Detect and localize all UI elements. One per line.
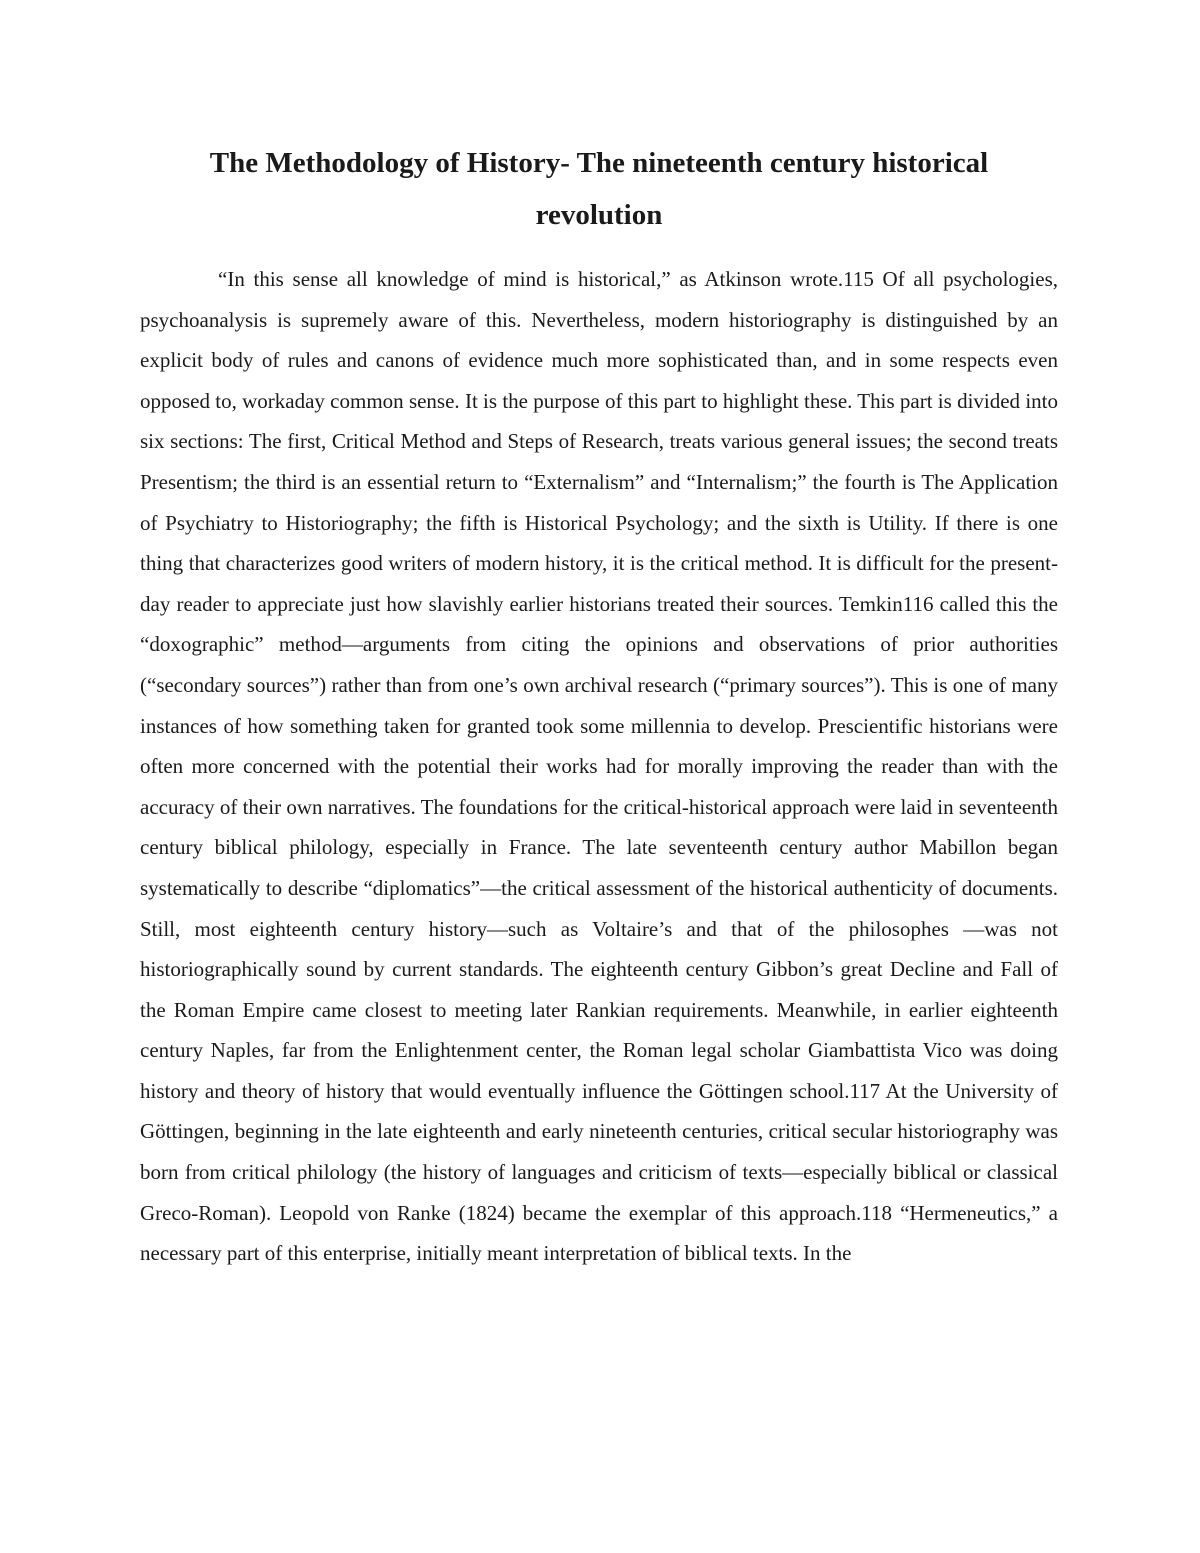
body-paragraph: “In this sense all knowledge of mind is historical,” as Atkinson wrote.115 Of all psychologies, psychoanalysis is supremely aware of this. Nevertheless, modern historiography is distinguished by an explicit body of rules and canons of evidence much more sophisticated than, and in some respects even opposed to, workaday common sense. It is the purpose of this part to highlight these. This part is divided into six sections: The first, Critical Method and Steps of Research, treats various general issues; the second treats Presentism; the third is an essential return to “Externalism” and “Internalism;” the fourth is The Application of Psychiatry to Historiography; the fifth is Historical Psychology; and the sixth is Utility. If there is one thing that characterizes good writers of modern history, it is the critical method. It is difficult for the present-day reader to appreciate just how slavishly earlier historians treated their sources. Temkin116 called this the “doxographic” method—arguments from citing the opinions and observations of prior authorities (“secondary sources”) rather than from one’s own archival research (“primary sources”). This is one of many instances of how something taken for granted took some millennia to develop. Prescientific historians were often more concerned with the potential their works had for morally improving the reader than with the accuracy of their own narratives. The foundations for the critical-historical approach were laid in seventeenth century biblical philology, especially in France. The late seventeenth century author Mabillon began systematically to describe “diplomatics”—the critical assessment of the historical authenticity of documents. Still, most eighteenth century history—such as Voltaire’s and that of the philosophes —was not historiographically sound by current standards. The eighteenth century Gibbon’s great Decline and Fall of the Roman Empire came closest to meeting later Rankian requirements. Meanwhile, in earlier eighteenth century Naples, far from the Enlightenment center, the Roman legal scholar Giambattista Vico was doing history and theory of history that would eventually influence the Göttingen school.117 At the University of Göttingen, beginning in the late eighteenth and early nineteenth centuries, critical secular historiography was born from critical philology (the history of languages and criticism of texts—especially biblical or classical Greco-Roman). Leopold von Ranke (1824) became the exemplar of this approach.118 “Hermeneutics,” a necessary part of this enterprise, initially meant interpretation of biblical texts. In the	[140, 267, 1058, 1266]
document-title-line-1: The Methodology of History- The nineteenth century historical	[209, 147, 989, 179]
document-title	[140, 137, 1058, 241]
document-title-line-2: revolution	[535, 199, 663, 231]
